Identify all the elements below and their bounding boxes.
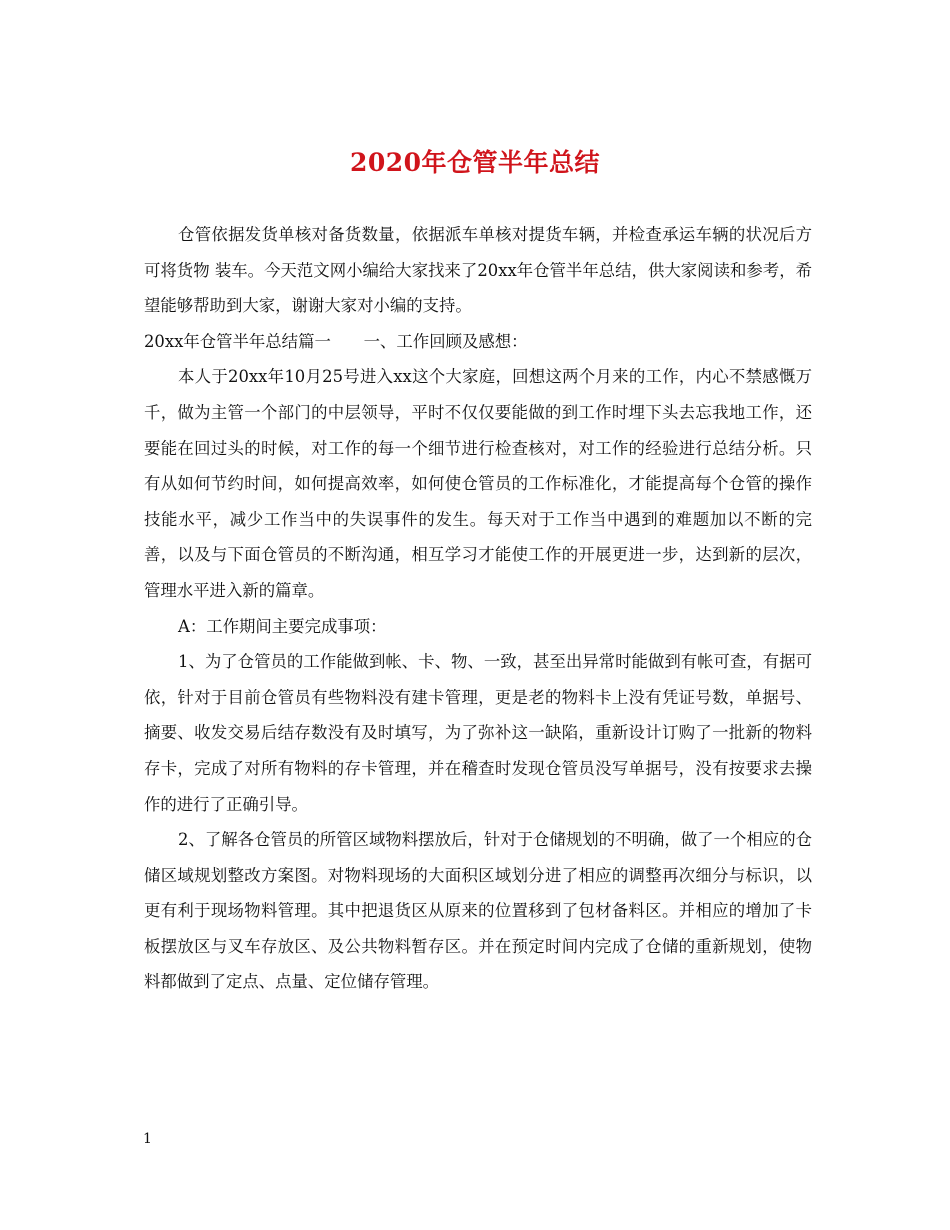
intro-paragraph: 仓管依据发货单核对备货数量，依据派车单核对提货车辆，并检查承运车辆的状况后方可将货物 装车。今天范文网小编给大家找来了20xx年仓管半年总结，供大家阅读和参考，希望能够帮助到大家，谢谢大家对小编的支持。	[144, 225, 812, 316]
page-number: 1	[143, 1131, 152, 1147]
section-heading: 20xx年仓管半年总结篇一 一、工作回顾及感想：	[144, 331, 528, 351]
document-body	[144, 217, 812, 1000]
work-review-paragraph: 本人于20xx年10月25号进入xx这个大家庭，回想这两个月来的工作，内心不禁感慨万千，做为主管一个部门的中层领导，平时不仅仅要能做的到工作时埋下头去忘我地工作，还要能在回过头的时候，对工作的每一个细节进行检查核对，对工作的经验进行总结分析。只有从如何节约时间，如何提高效率，如何使仓管员的工作标准化，才能提高每个仓管的操作技能水平，减少工作当中的失误事件的发生。每天对于工作当中遇到的难题加以不断的完善，以及与下面仓管员的不断沟通，相互学习才能使工作的开展更进一步，达到新的层次，管理水平进入新的篇章。	[144, 367, 812, 600]
subsection-heading: A：工作期间主要完成事项：	[178, 616, 387, 636]
document-title: 2020年仓管半年总结	[349, 148, 601, 177]
item-1-paragraph: 1、为了仓管员的工作能做到帐、卡、物、一致，甚至出异常时能做到有帐可查，有据可依，针对于目前仓管员有些物料没有建卡管理，更是老的物料卡上没有凭证号数，单据号、摘要、收发交易后结存数没有及时填写，为了弥补这一缺陷，重新设计订购了一批新的物料存卡，完成了对所有物料的存卡管理，并在稽查时发现仓管员没写单据号，没有按要求去操作的进行了正确引导。	[144, 652, 812, 814]
item-2-paragraph: 2、了解各仓管员的所管区域物料摆放后，针对于仓储规划的不明确，做了一个相应的仓储区域规划整改方案图。对物料现场的大面积区域划分进了相应的调整再次细分与标识，以更有利于现场物料管理。其中把退货区从原来的位置移到了包材备料区。并相应的增加了卡板摆放区与叉车存放区、及公共物料暂存区。并在预定时间内完成了仓储的重新规划，使物料都做到了定点、点量、定位储存管理。	[144, 830, 812, 992]
